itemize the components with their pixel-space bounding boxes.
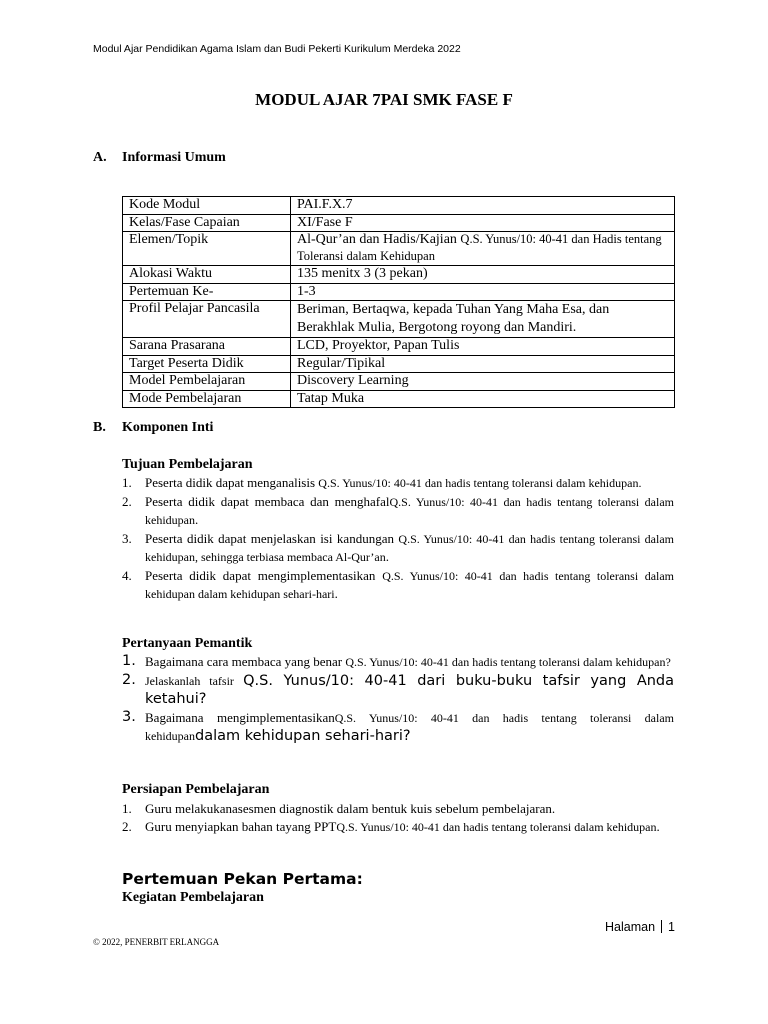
list-item	[122, 530, 674, 567]
info-key: Profil Pelajar Pancasila	[123, 301, 291, 338]
list-number: 1.	[122, 653, 136, 669]
item-text: Guru menyiapkan bahan tayang PPT	[145, 818, 337, 834]
section-a-label: Informasi Umum	[122, 150, 226, 165]
persiapan-heading: Persiapan Pembelajaran	[122, 782, 270, 797]
info-value: 135 menitx 3 (3 pekan)	[291, 266, 675, 284]
item-detail: Q.S. Yunus/10: 40-41 dan hadis tentang toleransi dalam kehidupan?	[345, 655, 671, 669]
list-item	[122, 818, 674, 837]
item-text: Guru melakukanasesmen diagnostik dalam bentuk kuis sebelum pembelajaran	[145, 801, 552, 816]
info-key: Elemen/Topik	[123, 232, 291, 266]
info-key: Alokasi Waktu	[123, 266, 291, 284]
info-value: Tatap Muka	[291, 390, 675, 408]
table-row	[123, 266, 675, 284]
tujuan-list	[122, 474, 674, 604]
list-number: 1.	[122, 801, 132, 816]
item-detail: Q.S. Yunus/10: 40-41 dan hadis tentang toleransi dalam kehidupan	[145, 494, 674, 527]
item-detail: Q.S. Yunus/10: 40-41 dari buku-buku tafsir yang Anda ketahui?	[145, 672, 675, 707]
info-key: Model Pembelajaran	[123, 373, 291, 391]
info-value	[291, 232, 675, 266]
item-end: .	[195, 512, 199, 527]
section-b-label: Komponen Inti	[122, 420, 214, 435]
info-key: Pertemuan Ke-	[123, 283, 291, 301]
table-row	[123, 214, 675, 232]
list-number: 2.	[122, 671, 136, 688]
persiapan-list	[122, 800, 674, 836]
document-title: MODUL AJAR 7PAI SMK FASE F	[255, 90, 513, 109]
pemantik-list	[122, 653, 674, 746]
table-row	[123, 283, 675, 301]
item-detail: Q.S. Yunus/10: 40-41 dan hadis tentang toleransi dalam kehidupan	[145, 710, 674, 743]
page-label: Halaman	[605, 920, 656, 934]
info-value: LCD, Proyektor, Papan Tulis	[291, 338, 675, 356]
info-value-detail: Q.S. Yunus/10: 40-41 dan Hadis tentang Toleransi dalam Kehidupan	[297, 232, 662, 263]
item-end: .	[656, 818, 660, 834]
info-value: XI/Fase F	[291, 214, 675, 232]
page-number	[605, 920, 675, 934]
item-text: Jelaskanlah tafsir	[145, 673, 234, 688]
table-row	[123, 390, 675, 408]
item-detail: Q.S. Yunus/10: 40-41 dan hadis tentang toleransi dalam kehidupan	[318, 476, 639, 490]
list-item	[122, 493, 674, 530]
table-row	[123, 373, 675, 391]
list-number: 3.	[122, 708, 136, 725]
list-number: 2.	[122, 818, 132, 834]
item-detail: Q.S. Yunus/10: 40-41 dan hadis tentang toleransi dalam kehidupan dalam kehidupan sehari-hari	[145, 568, 675, 601]
table-row	[123, 301, 675, 338]
info-table	[122, 196, 675, 408]
tujuan-heading: Tujuan Pembelajaran	[122, 457, 253, 472]
kegiatan-heading: Kegiatan Pembelajaran	[122, 890, 264, 905]
info-value: Regular/Tipikal	[291, 355, 675, 373]
info-value: Beriman, Bertaqwa, kepada Tuhan Yang Maha Esa, dan Berakhlak Mulia, Bergotong royong dan Mandiri.	[291, 301, 675, 338]
list-number: 3.	[122, 530, 132, 546]
item-detail: Q.S. Yunus/10: 40-41 dan hadis tentang toleransi dalam kehidupan, sehingga terbiasa membaca Al-Qur’an	[145, 531, 675, 564]
list-number: 1.	[122, 475, 132, 490]
pemantik-heading: Pertanyaan Pemantik	[122, 636, 253, 651]
pertemuan-heading: Pertemuan Pekan Pertama:	[122, 870, 363, 888]
item-end: dalam kehidupan sehari-hari?	[195, 728, 411, 744]
section-a-heading	[93, 150, 226, 166]
section-b-number: B.	[93, 420, 106, 435]
item-end: .	[385, 549, 389, 564]
list-item	[122, 800, 674, 818]
table-row	[123, 232, 675, 266]
item-end: .	[638, 476, 642, 490]
list-number: 4.	[122, 567, 132, 583]
info-key: Kelas/Fase Capaian	[123, 214, 291, 232]
item-text: Peserta didik dapat menjelaskan isi kandungan	[145, 530, 394, 546]
info-key: Kode Modul	[123, 197, 291, 215]
page-header: Modul Ajar Pendidikan Agama Islam dan Budi Pekerti Kurikulum Merdeka 2022	[93, 43, 461, 55]
info-value-part: Al-Qur’an dan Hadis/Kajian	[297, 232, 457, 247]
table-row	[123, 338, 675, 356]
section-a-number: A.	[93, 150, 107, 165]
item-text: Bagaimana mengimplementasikan	[145, 709, 335, 725]
item-detail: Q.S. Yunus/10: 40-41 dan hadis tentang toleransi dalam kehidupan	[336, 819, 657, 834]
info-key: Target Peserta Didik	[123, 355, 291, 373]
item-text: Peserta didik dapat mengimplementasikan	[145, 567, 376, 583]
info-key: Mode Pembelajaran	[123, 390, 291, 408]
copyright: © 2022, PENERBIT ERLANGGA	[93, 937, 220, 947]
list-item	[122, 709, 674, 746]
info-value: Discovery Learning	[291, 373, 675, 391]
item-end: .	[551, 801, 556, 816]
list-item	[122, 567, 674, 604]
info-value: 1-3	[291, 283, 675, 301]
list-item	[122, 474, 674, 493]
section-b-heading	[93, 420, 213, 436]
item-text: Peserta didik dapat menganalisis	[145, 475, 316, 490]
page-divider	[661, 920, 662, 933]
item-end: .	[334, 586, 338, 601]
info-key: Sarana Prasarana	[123, 338, 291, 356]
info-value: PAI.F.X.7	[291, 197, 675, 215]
list-item	[122, 672, 674, 709]
page-number-value: 1	[668, 920, 675, 934]
table-row	[123, 197, 675, 215]
list-number: 2.	[122, 493, 132, 509]
table-row	[123, 355, 675, 373]
item-text: Bagaimana cara membaca yang benar	[145, 654, 343, 669]
item-text: Peserta didik dapat membaca dan menghafal	[145, 493, 390, 509]
list-item	[122, 653, 674, 672]
